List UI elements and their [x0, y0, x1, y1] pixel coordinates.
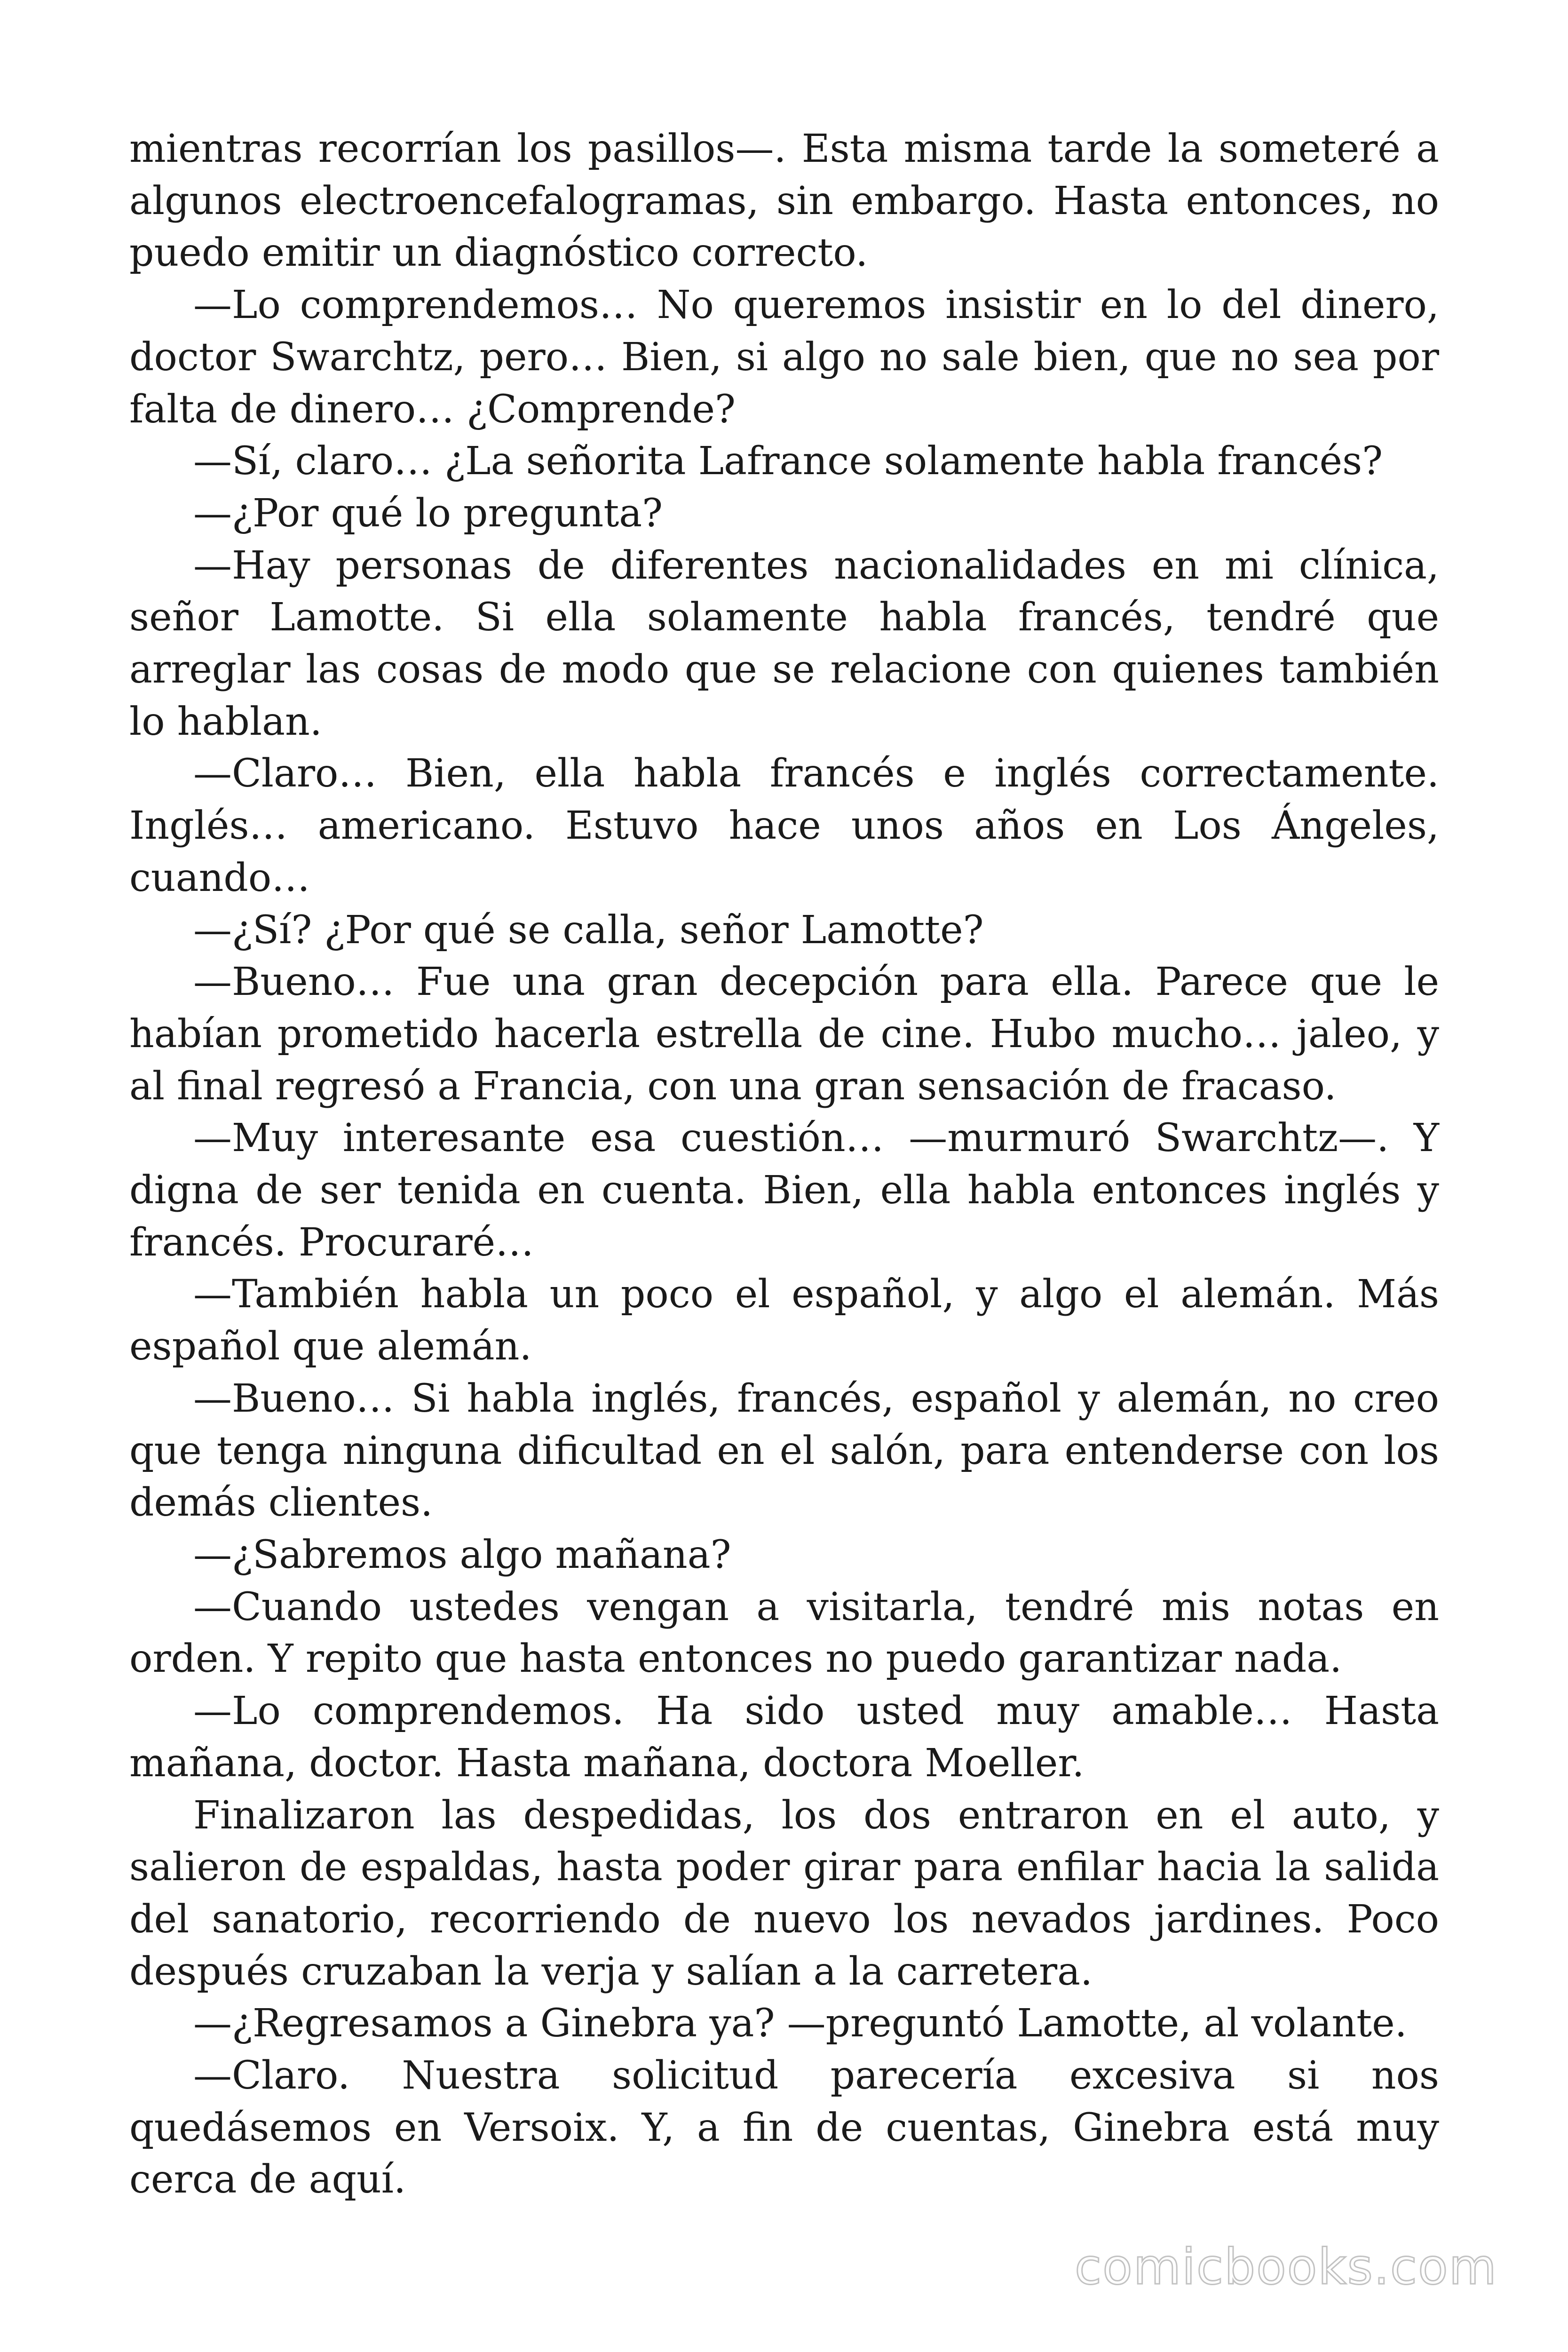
- paragraph: —Cuando ustedes vengan a visitarla, tendré mis notas en orden. Y repito que hasta entonces no puedo garantizar nada.: [129, 1584, 1439, 1682]
- paragraph: —Claro… Bien, ella habla francés e inglés correctamente. Inglés… americano. Estuvo hace unos años en Los Ángeles, cuando…: [129, 751, 1439, 900]
- paragraph: —Bueno… Fue una gran decepción para ella. Parece que le habían prometido hacerla estrella de cine. Hubo mucho… jaleo, y al final regresó a Francia, con una gran sensación de fracaso.: [129, 960, 1439, 1109]
- paragraph: —¿Sí? ¿Por qué se calla, señor Lamotte?: [193, 907, 984, 953]
- paragraph: —Hay personas de diferentes nacionalidades en mi clínica, señor Lamotte. Si ella solamente habla francés, tendré que arreglar las cosas de modo que se relacione con quienes también lo hablan.: [129, 543, 1439, 744]
- paragraph: —Muy interesante esa cuestión… —murmuró Swarchtz—. Y digna de ser tenida en cuenta. Bien, ella habla entonces inglés y francés. Procuraré…: [129, 1116, 1439, 1265]
- paragraph: mientras recorrían los pasillos—. Esta misma tarde la someteré a algunos electroencefalogramas, sin embargo. Hasta entonces, no puedo emitir un diagnóstico correcto.: [129, 127, 1439, 276]
- paragraph: —Lo comprendemos. Ha sido usted muy amable… Hasta mañana, doctor. Hasta mañana, doctora Moeller.: [129, 1689, 1439, 1786]
- paragraph: —También habla un poco el español, y algo el alemán. Más español que alemán.: [129, 1272, 1439, 1369]
- paragraph: —Claro. Nuestra solicitud parecería excesiva si nos quedásemos en Versoix. Y, a fin de cuentas, Ginebra está muy cerca de aquí.: [129, 2053, 1439, 2202]
- paragraph: —¿Regresamos a Ginebra ya? —preguntó Lamotte, al volante.: [193, 2001, 1407, 2046]
- watermark: comicbooks.com: [1074, 2238, 1497, 2296]
- paragraph: —¿Por qué lo pregunta?: [193, 491, 663, 536]
- paragraph: Finalizaron las despedidas, los dos entraron en el auto, y salieron de espaldas, hasta poder girar para enfilar hacia la salida del sanatorio, recorriendo de nuevo los nevados jardines. Poco después cruzaban la verja y salían a la carretera.: [129, 1793, 1439, 1994]
- page-text: [129, 123, 1439, 2206]
- paragraph: —Sí, claro… ¿La señorita Lafrance solamente habla francés?: [193, 439, 1383, 484]
- paragraph: —Lo comprendemos… No queremos insistir en lo del dinero, doctor Swarchtz, pero… Bien, si algo no sale bien, que no sea por falta de dinero… ¿Comprende?: [129, 283, 1439, 432]
- paragraph: —Bueno… Si habla inglés, francés, español y alemán, no creo que tenga ninguna dificultad en el salón, para entenderse con los demás clientes.: [129, 1376, 1439, 1526]
- paragraph: —¿Sabremos algo mañana?: [193, 1532, 731, 1577]
